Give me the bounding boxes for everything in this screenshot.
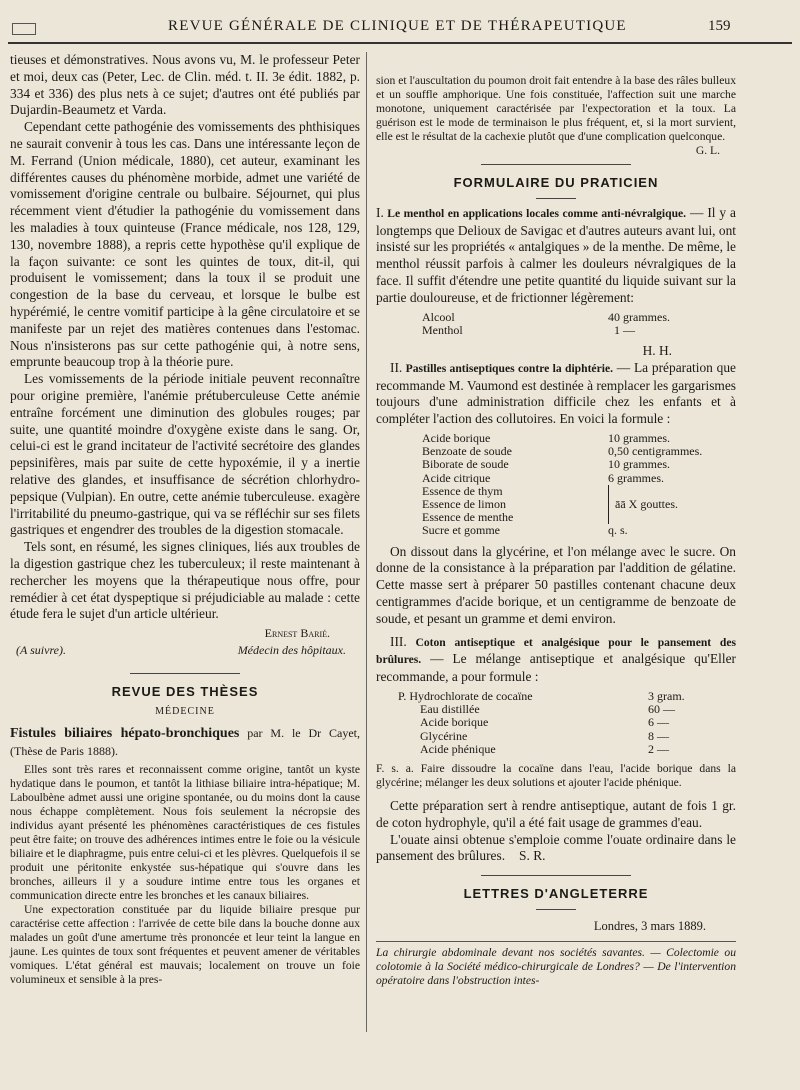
- formula-row: P. Hydrochlorate de cocaïne 3 gram.: [398, 688, 685, 703]
- paragraph: Elles sont très rares et reconnaissent comme origine, tantôt un kyste hydatique dans le poumon, et tantôt la lithiase biliaire intra-hépatique; M. Laboulbène admet aussi une origine spontanée, ou du moins dont la cause nous échappe complètement. Nous fois seulement la nécropsie des individus ayant présenté les phénomènes caractéristiques de ces fistules peut être faite; on trouve des adhérences intimes entre le foie ou la vésicule biliaire et le diaphragme, puis entre celui-ci et les plèvres. Quelquefois il se produit une péritonite enkystée sus-hépatique qui s'ouvre dans les bronches, ailleurs il y a soudure intime entre tous les organes et communication directe entre les bronches et les canaux biliaires.: [10, 762, 360, 902]
- formula-title: Coton antiseptique et analgésique pour le pansement des brûlures.: [376, 635, 736, 667]
- paragraph: tieuses et démonstratives. Nous avons vu, M. le professeur Peter et moi, deux cas (Peter, Lec. de Clin. méd. t. II. 3e édit. 1882, p. 334 et 336) des plus nets à ce sujet; d'autres ont été publiés par Dujardin-Beaumetz et Varda.: [10, 52, 360, 118]
- formula-1-intro: [376, 205, 736, 307]
- formula-text: — Il y a longtemps que Delioux de Savigac et d'autres auteurs avant lui, ont insisté sur les propriétés « antalgiques » de la menthe. De même, le menthol réussit parfois à calmer les douleurs névralgiques de la face. Il suffit d'étendre une petite quantité du liquide suivant sur la partie douloureuse, et de frictionner légèrement:: [376, 204, 736, 305]
- formula-row: Acide borique 6 —: [420, 715, 669, 730]
- section-rule: [130, 673, 240, 674]
- formula-row: Acide citrique 6 grammes.: [422, 470, 664, 485]
- formula-text: — La préparation que recommande M. Vaumond est destinée à remplacer les gargarismes toujours d'une administration difficile chez les enfants et à compléter l'action des collutoires. En voici la formule :: [376, 359, 737, 427]
- letter-rule: [376, 941, 736, 942]
- section-rule: [536, 198, 576, 199]
- formula-row: Sucre et gomme q. s.: [422, 523, 628, 538]
- author-role: Médecin des hôpitaux.: [237, 642, 346, 657]
- left-column: [10, 52, 360, 987]
- paragraph: Tels sont, en résumé, les signes cliniques, liés aux troubles de la digestion gastrique chez les tuberculeux; il reste maintenant à rechercher les moyens que la thérapeutique nous offre, pour remédier à cet état dyspeptique si préjudiciable au malade : cette étude fera le sujet d'un article ultérieur.: [10, 539, 360, 622]
- paragraph: Cette préparation sert à rendre antiseptique, autant de fois 1 gr. de coton hydrophyle, qu'il a été fait usage de grammes d'eau.: [376, 797, 736, 830]
- formula-title: Pastilles antiseptiques contre la diphtérie.: [402, 361, 613, 375]
- formula-number: I.: [376, 204, 384, 220]
- formula-row: Alcool 40 grammes.: [422, 309, 670, 324]
- section-rule: [481, 875, 631, 876]
- thesis-title: Fistules biliaires hépato-bronchiques: [10, 726, 240, 742]
- header-rule: [8, 42, 792, 44]
- paragraph: L'ouate ainsi obtenue s'emploie comme l'ouate ordinaire dans le pansement des brûlures. S. R.: [376, 831, 736, 864]
- section-rule: [481, 164, 631, 165]
- header-ornament: [12, 23, 36, 35]
- formula-1: [422, 311, 736, 337]
- paragraph: Une expectoration constituée par du liquide biliaire presque pur caractérise cette affection : l'arrivée de cette bile dans la bouche donne aux malades un goût d'une amertume très prononcée et leur teint la langue en jaune. Les quintes de toux sont fréquentes et peuvent amener de véritables vomiques. L'état général est mauvais; localement on trouve un foie volumineux et sensible à la pres-: [10, 902, 360, 986]
- letter-summary: La chirurgie abdominale devant nos sociétés savantes. — Colectomie ou colotomie à la Société médico-chirurgicale de Londres? — De l'intervention opératoire dans l'obstruction intes-: [376, 945, 736, 987]
- formula-3-intro: [376, 634, 736, 686]
- paragraph: sion et l'auscultation du poumon droit fait entendre à la base des râles bulleux et un souffle amphorique. Une fois constituée, l'affection suit une marche monotone, uniquement caractérisée par l'expectoration et la toux. La guérison est le mode de terminaison le plus fréquent, et, si la mort survient, elle est le résultat de la cachexie plutôt que d'une complication quelconque.: [376, 74, 736, 143]
- formula-instructions: F. s. a. Faire dissoudre la cocaïne dans l'eau, l'acide borique dans la glycérine; mélanger les deux solutions et ajouter l'acide phénique.: [376, 761, 736, 789]
- formula-row: Benzoate de soude 0,50 centigrammes.: [422, 444, 703, 459]
- formula-row: Acide phénique 2 —: [420, 741, 669, 756]
- page-number: 159: [708, 18, 731, 34]
- formula-2-intro: [376, 360, 736, 428]
- paragraph: Les vomissements de la période initiale peuvent reconnaître pour origine première, l'anémie prétuberculeuse Cette anémie entraîne forcément une diminution des globules rouges; par suite, une quantité moindre d'oxygène existe dans le sang. Or, celui-ci est le grand incitateur de l'activité secrétoire des glandes pepsinifères, mais par suite de cette hypoxémie, il y a inertie relative des glandes, et insuffisance de sécrétion chlorhydro-pepsique (Vulpian). En outre, cette anémie tuberculeuse. exagère l'irritabilité du pneumo-gastrique, qui va se réfléchir sur ses filets gastriques et engendrer des troubles de la digestion stomacale.: [10, 371, 360, 538]
- formula-row: Menthol 1 —: [422, 322, 635, 337]
- signature-block: [10, 625, 360, 642]
- author-signature: Ernest Barié.: [264, 626, 330, 641]
- section-title: LETTRES D'ANGLETERRE: [463, 886, 649, 902]
- signature: S. R.: [519, 848, 546, 864]
- thesis-author: par M. le Dr Cayet, (Thèse de Paris 1888).: [10, 726, 360, 759]
- formula-row: Biborate de soude 10 grammes.: [422, 457, 670, 472]
- running-header: [8, 14, 792, 42]
- right-column: [376, 74, 736, 988]
- formula-number: II.: [390, 359, 403, 375]
- formula-title: Le menthol en applications locales comme anti-névralgique.: [383, 206, 687, 220]
- section-title: REVUE DES THÈSES: [111, 683, 259, 699]
- formula-2: [422, 432, 736, 538]
- formula-row: Glycérine 8 —: [420, 728, 669, 743]
- formula-3: [398, 690, 736, 756]
- formula-number: III.: [390, 633, 407, 649]
- paragraph: Cependant cette pathogénie des vomissements des phthisiques ne saurait convenir à tous les cas. Dans une intéressante leçon de M. Ferrand (Union médicale, 1880), cet auteur, examinant les différentes causes du phénomène morbide, admet une variété de vomissement d'origine centrale ou bulbaire. Séjournet, qui plus récemment vient d'étudier la pathogénie du vomissement dans les maladies à toux quinteuse (France médicale, nos 128, 129, 130, novembre 1888), a repris cette hypothèse qu'il explique de la façon suivante: ce sont les quintes de toux, dit-il, qui produisent le vomissement; dans la toux il se produit une congestion de la base du cerveau, et lorsque le bulbe est hypérémié, le centre vomitif participe à la gêne circulatoire et se manifeste par un rejet des matières contenues dans l'estomac. Nous n'insisterons pas sur cette pathogénie qui, à notre sens, emprunte beaucoup trop à la théorie pure.: [10, 119, 360, 370]
- section-rule: [536, 909, 576, 910]
- section-title: FORMULAIRE DU PRATICIEN: [453, 175, 659, 190]
- formula-row: Acide borique 10 grammes.: [422, 430, 670, 445]
- formula-row: Eau distillée 60 —: [420, 702, 675, 717]
- signature-line: [10, 642, 360, 659]
- formula-text: — Le mélange antiseptique et analgésique qu'Eller recommande, a pour formule :: [376, 651, 736, 685]
- header-title: REVUE GÉNÉRALE DE CLINIQUE ET DE THÉRAPEUTIQUE: [168, 18, 627, 34]
- signature: G. L.: [695, 144, 720, 157]
- thesis-heading: [10, 725, 360, 761]
- formula-essences: Essence de thym Essence de limon Essence de menthe āā X gouttes.: [422, 483, 678, 525]
- paragraph: On dissout dans la glycérine, et l'on mélange avec le sucre. On donne de la consistance à la préparation par l'addition de gélatine. Cette masse sert à préparer 50 pastilles contenant chacune deux centigrammes d'acide borique, et un centigramme de benzoate de soude, et pesant un gramme et demi environ.: [376, 543, 736, 626]
- column-divider: [366, 52, 367, 1032]
- to-be-continued: (A suivre).: [16, 642, 66, 657]
- section-subtitle: MÉDECINE: [155, 706, 215, 718]
- signature: H. H.: [642, 342, 672, 358]
- letter-date: Londres, 3 mars 1889.: [593, 918, 706, 933]
